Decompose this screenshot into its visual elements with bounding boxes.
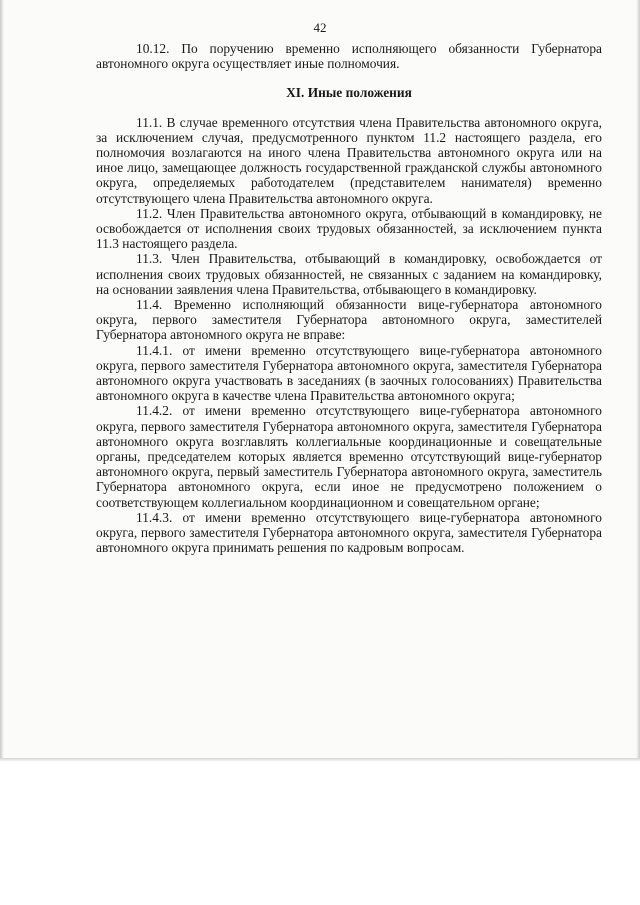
document-body	[96, 41, 602, 556]
page-right-edge	[636, 0, 640, 760]
paragraph-11-3: 11.3. Член Правительства, отбывающий в командировку, освобождается от исполнения своих трудовых обязанностей, не связанных с заданием на командировку, на основании заявления члена Правительства, отбывающего в командировку.	[96, 251, 602, 297]
paragraph-11-4-3: 11.4.3. от имени временно отсутствующего вице-губернатора автономного округа, первого заместителя Губернатора автономного округа, заместителя Губернатора автономного округа принимать решения по кадровым вопросам.	[96, 509, 602, 556]
paragraph-10-12: 10.12. По поручению временно исполняющего обязанности Губернатора автономного округа осуществляет иные полномочия.	[96, 41, 602, 72]
page-left-edge	[0, 0, 4, 760]
paragraph-11-4-2: 11.4.2. от имени временно отсутствующего вице-губернатора автономного округа, первого заместителя Губернатора автономного округа, заместителя Губернатора автономного округа возглавлять коллегиальные координационные и совещательные органы, председателем которых является временно отсутствующий вице-губернатор автономного округа, первый заместитель Губернатора автономного округа, заместитель Губернатора автономного округа, если иное не предусмотрено положением о соответствующем коллегиальном координационном и совещательном органе;	[96, 403, 602, 510]
paragraph-11-4-1: 11.4.1. от имени временно отсутствующего вице-губернатора автономного округа, первого заместителя Губернатора автономного округа, заместителя Губернатора автономного округа участвовать в заседаниях (в заочных голосованиях) Правительства автономного округа в качестве члена Правительства автономного округа;	[96, 342, 602, 404]
paragraph-11-4: 11.4. Временно исполняющий обязанности вице-губернатора автономного округа, первого заместителя Губернатора автономного округа, заместителей Губернатора автономного округа не вправе:	[96, 297, 602, 343]
section-heading: XI. Иные положения	[286, 85, 412, 101]
paragraph-11-2: 11.2. Член Правительства автономного округа, отбывающий в командировку, не освобождается от исполнения своих трудовых обязанностей, за исключением пункта 11.3 настоящего раздела.	[96, 205, 602, 252]
paragraph-11-1: 11.1. В случае временного отсутствия члена Правительства автономного округа, за исключением случая, предусмотренного пунктом 11.2 настоящего раздела, его полномочия возлагаются на иного члена Правительства автономного округа или на иное лицо, замещающее должность государственной гражданской службы автономного округа, определяемых работодателем (представителем нанимателя) временно отсутствующего члена Правительства автономного округа.	[96, 114, 602, 206]
page-bottom-edge	[0, 758, 640, 762]
page-number: 42	[313, 20, 327, 35]
